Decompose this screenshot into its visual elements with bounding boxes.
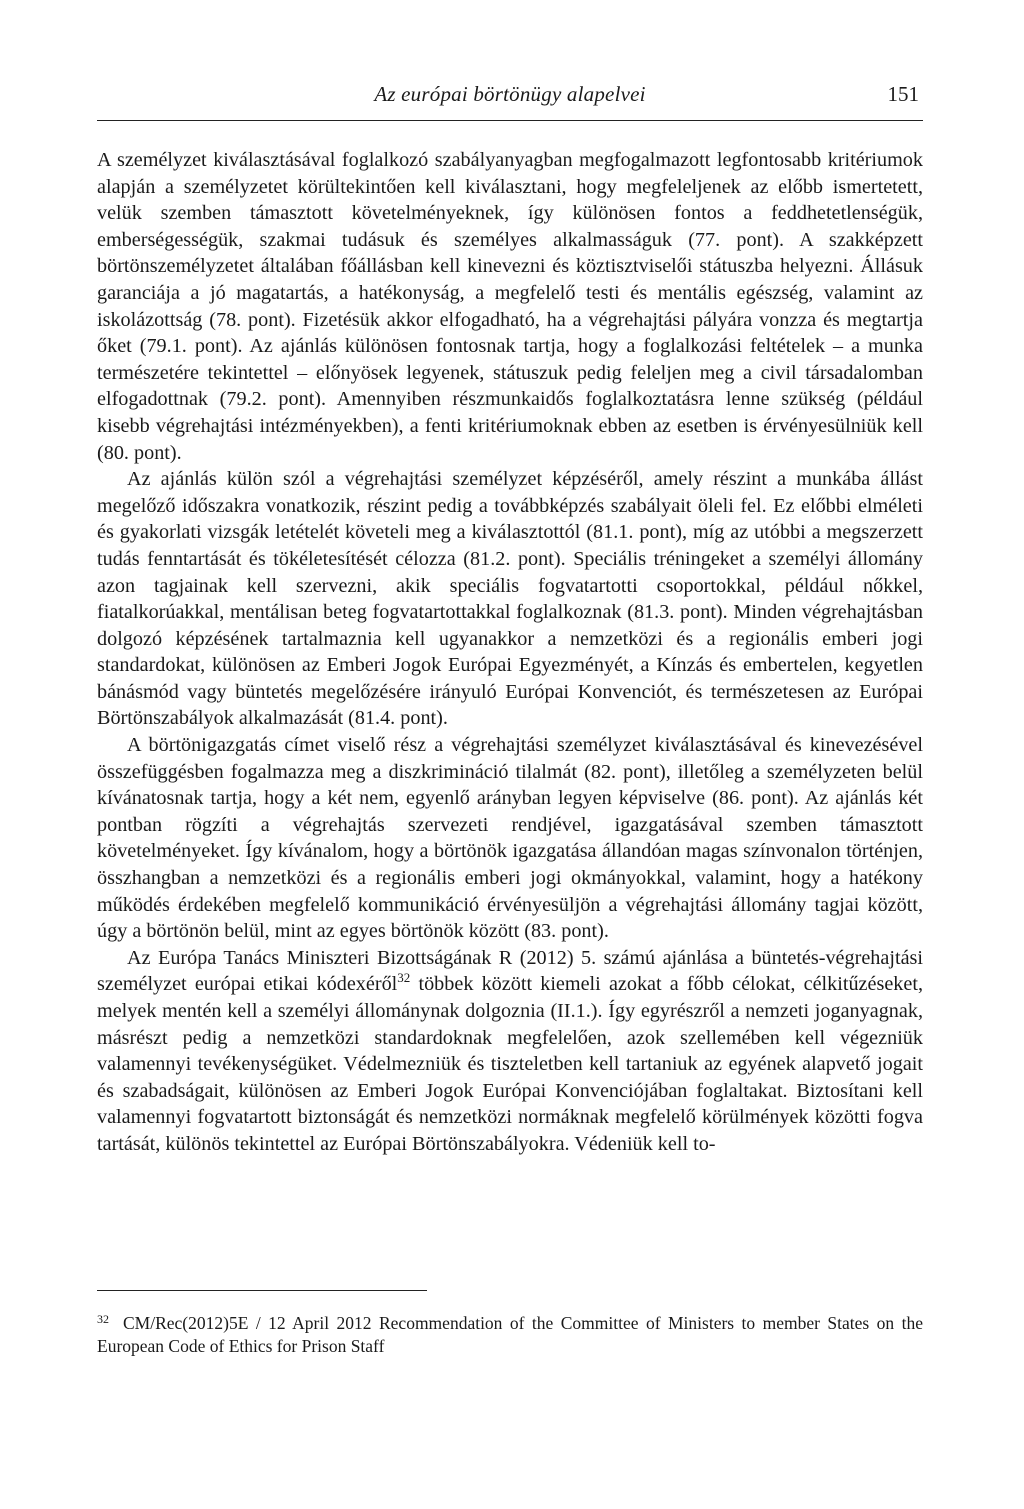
footnote-marker: 32	[97, 1312, 109, 1326]
footnote	[97, 1312, 923, 1358]
paragraph-text: A börtönigazgatás címet viselő rész a végrehajtási személyzet kiválasztásával és kinevezésével összefüggésben fogalmazza meg a diszkrimináció tilalmát (82. pont), illetőleg a személyzeten belül kívánatosnak tartja, hogy a két nem, egyenlő arányban legyen képviselve (86. pont). Az ajánlás két pontban rögzíti a végrehajtás szervezeti rendjével, igazgatásával szemben támasztott követelményeket. Így kívánalom, hogy a börtönök igazgatása állandóan magas színvonalon történjen, összhangban a nemzetközi és a regionális emberi jogi okmányokkal, valamint, hogy a hatékony működés érdekében megfelelő kommunikáció érvényesüljön a végrehajtási állomány tagjai között, úgy a börtönön belül, mint az egyes börtönök között (83. pont).	[97, 734, 923, 943]
paragraph-1	[97, 147, 923, 466]
paragraph-2	[97, 466, 923, 732]
body-text	[97, 147, 923, 1158]
running-title: Az európai börtönügy alapelvei	[374, 82, 646, 106]
running-header	[97, 70, 923, 121]
paragraph-text: A személyzet kiválasztásával foglalkozó szabályanyagban megfogalmazott legfontosabb kritériumok alapján a személyzetet körültekintően kell kiválasztani, hogy megfeleljenek az előbb ismertetett, velük szemben támasztott követelményeknek, így különösen fontos a feddhetetlenségük, emberségességük, szakmai tudásuk és személyes alkalmasságuk (77. pont). A szakképzett börtönszemélyzetet általában főállásban kell kinevezni és köztisztviselői státuszba helyezni. Állásuk garanciája a jó magatartás, a hatékonyság, a megfelelő testi és mentális egészség, valamint az iskolázottság (78. pont). Fizetésük akkor elfogadható, ha a végrehajtási pályára vonzza és megtartja őket (79.1. pont). Az ajánlás különösen fontosnak tartja, hogy a foglalkozási feltételek – a munka természetére tekintettel – előnyösek legyenek, státuszuk pedig feleljen meg a civil társadalomban elfogadottnak (79.2. pont). Amennyiben részmunkaidős foglalkoztatásra lenne szükség (például kisebb végrehajtási intézményekben), a fenti kritériumoknak ebben az esetben is érvényesülniük kell (80. pont).	[97, 149, 923, 464]
footnote-text: CM/Rec(2012)5E / 12 April 2012 Recommendation of the Committee of Ministers to member States on the European Code of Ethics for Prison Staff	[97, 1313, 923, 1356]
paragraph-4	[97, 945, 923, 1158]
paragraph-text: Az Európa Tanács Miniszteri Bizottságának R (2012) 5. számú ajánlása a büntetés-végrehajtási személyzet európai etikai kódexéről	[97, 946, 923, 996]
page-number: 151	[887, 82, 919, 106]
footnote-divider	[97, 1290, 427, 1291]
paragraph-text-continued: többek között kiemeli azokat a főbb célokat, célkitűzéseket, melyek mentén kell a személyi állománynak dolgoznia (II.1.). Így egyrészről a nemzeti joganyagnak, másrészt pedig a nemzetközi standardoknak megfelelően, azok szellemében kell végezniük valamennyi tevékenységüket. Védelmezniük és tiszteletben kell tartaniuk az egyének alapvető jogait és szabadságait, különösen az Emberi Jogok Európai Konvenciójában foglaltakat. Biztosítani kell valamennyi fogvatartott biztonságát és nemzetközi normáknak megfelelő körülmények közötti fogva tartását, különös tekintettel az Európai Börtönszabályokra. Védeniük kell to-	[97, 973, 923, 1155]
paragraph-text: Az ajánlás külön szól a végrehajtási személyzet képzéséről, amely részint a munkába állást megelőző időszakra vonatkozik, részint pedig a továbbképzés szabályait öleli fel. Ez előbbi elméleti és gyakorlati vizsgák letételét követeli meg a kiválasztottól (81.1. pont), míg az utóbbi a megszerzett tudás fenntartását és tökéletesítését célozza (81.2. pont). Speciális tréningeket a személyi állomány azon tagjainak kell szervezni, akik speciális fogvatartotti csoportokkal, például nőkkel, fiatalkorúakkal, mentálisan beteg fogvatartottakkal foglalkoznak (81.3. pont). Minden végrehajtásban dolgozó képzésének tartalmaznia kell ugyanakkor a nemzetközi és a regionális emberi jogi standardokat, különösen az Emberi Jogok Európai Egyezményét, a Kínzás és embertelen, kegyetlen bánásmód vagy büntetés megelőzésére irányuló Európai Konvenciót, és természetesen az Európai Börtönszabályok alkalmazását (81.4. pont).	[97, 468, 923, 730]
book-page	[97, 70, 923, 1356]
paragraph-3	[97, 732, 923, 945]
footnote-reference[interactable]: 32	[397, 970, 411, 986]
